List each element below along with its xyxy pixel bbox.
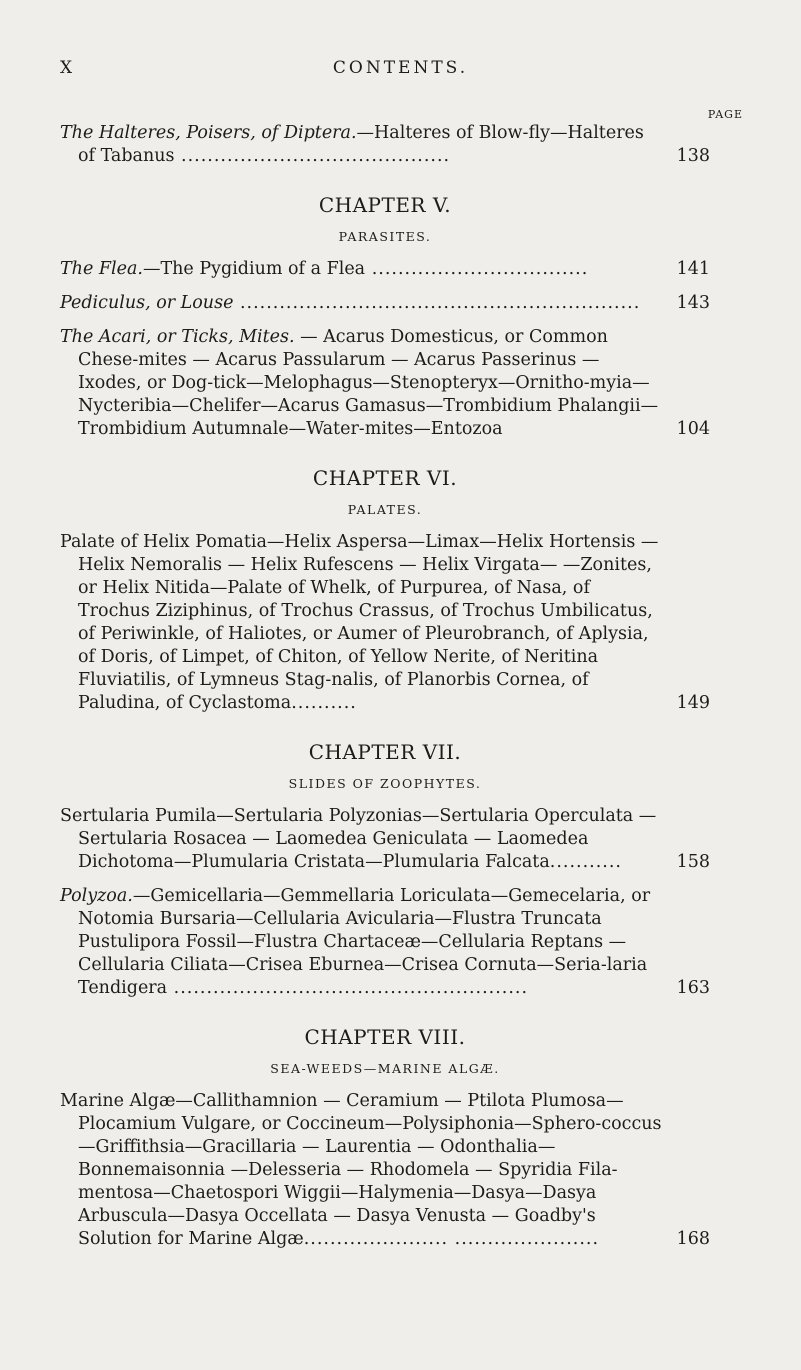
running-header — [60, 58, 741, 82]
chapter-subtitle: SLIDES OF ZOOPHYTES. — [288, 776, 482, 791]
entry-page-number: 149 — [676, 693, 710, 713]
entry-lead: Polyzoa. — [60, 886, 133, 906]
entry-page-number: 158 — [676, 852, 710, 872]
entry-text: Palate of Helix Pomatia—Helix Aspersa—Limax—Helix Hortensis —Helix Nemoralis — Helix Rufescens — Helix Virgata— —Zonites, or Helix Nitida—Palate of Whelk, of Purpurea, of Nasa, of Trochus Ziziphinus, of Trochus Crassus, of Trochus Umbilicatus, of Periwinkle, of Haliotes, or Aumer of Pleurobranch, of Aplysia, of Doris, of Limpet, of Chiton, of Yellow Nerite, of Neritina Fluviatilis, of Lymneus Stag-nalis, of Planorbis Cornea, of Paludina, of Cyclastoma — [60, 532, 659, 713]
toc-entry-louse — [60, 292, 710, 315]
leader-dots: ................................. — [365, 259, 589, 279]
toc-entry-flea — [60, 258, 710, 281]
leader-dots: ........... — [549, 852, 622, 872]
toc-entry-sertularia — [60, 805, 710, 874]
toc-entry-algae — [60, 1090, 710, 1251]
chapter-heading: CHAPTER VII. — [308, 740, 462, 764]
entry-text: —Halteres of Blow-fly—Halteres of Tabanus — [78, 123, 644, 166]
entry-lead: The Acari, or Ticks, Mites. — [60, 327, 295, 347]
toc-entry-palates — [60, 531, 710, 715]
leader-dots: ...................................................... — [167, 978, 529, 998]
entry-page-number: 143 — [676, 293, 710, 313]
leader-dots: ............................................................. — [233, 293, 641, 313]
leader-dots: ......................................... — [174, 146, 451, 166]
entry-page-number: 168 — [676, 1229, 710, 1249]
contents-body — [60, 122, 710, 1262]
entry-page-number: 104 — [676, 419, 710, 439]
entry-lead: Pediculus, or Louse — [60, 293, 234, 313]
toc-entry-halteres — [60, 122, 710, 168]
leader-dots: .......... — [291, 693, 357, 713]
entry-text: —Gemicellaria—Gemmellaria Loriculata—Gemecelaria, or Notomia Bursaria—Cellularia Avicularia—Flustra Truncata Pustulipora Fossil—Flustra Chartaceæ—Cellularia Reptans —Cellularia Ciliata—Crisea Eburnea—Crisea Cornuta—Seria-laria Tendigera — [78, 886, 651, 998]
chapter-subtitle: PARASITES. — [338, 229, 432, 244]
chapter-subtitle: SEA-WEEDS—MARINE ALGÆ. — [270, 1061, 500, 1076]
chapter-heading: CHAPTER VIII. — [304, 1025, 466, 1049]
page-column-label: PAGE — [707, 108, 743, 121]
toc-entry-polyzoa — [60, 885, 710, 1000]
entry-text: Marine Algæ—Callithamnion — Ceramium — Ptilota Plumosa— Plocamium Vulgare, or Coccineum—Polysiphonia—Sphero-coccus—Griffithsia—Gracillaria — Laurentia — Odonthalia— Bonnemaisonnia —Delesseria — Rhodomela — Spyridia Fila-mentosa—Chaetospori Wiggii—Halymenia—Dasya—Dasya Arbuscula—Dasya Occellata — Dasya Venusta — Goadby's Solution for Marine Algæ — [60, 1091, 662, 1249]
entry-page-number: 138 — [676, 146, 710, 166]
entry-lead: The Halteres, Poisers, of Diptera. — [60, 123, 357, 143]
entry-lead: The Flea. — [60, 259, 143, 279]
running-title: CONTENTS. — [332, 58, 469, 78]
toc-entry-mites — [60, 326, 710, 441]
chapter-heading: CHAPTER VI. — [312, 466, 458, 490]
page-numeral: X — [60, 58, 75, 78]
entry-text: — Acarus Domesticus, or Common Chese-mites — Acarus Passularum — Acarus Passerinus — Ixodes, or Dog-tick—Melophagus—Stenopteryx—Ornitho-myia—Nycteribia—Chelifer—Acarus Gamasus—Trombidium Phalangii—Trombidium Autumnale—Water-mites—Entozoa — [78, 327, 659, 439]
entry-text: Sertularia Pumila—Sertularia Polyzonias—Sertularia Operculata — Sertularia Rosacea — Laomedea Geniculata — Laomedea Dichotoma—Plumularia Cristata—Plumularia Falcata — [60, 806, 657, 872]
entry-page-number: 163 — [676, 978, 710, 998]
leader-dots: ...................... ...................... — [303, 1229, 600, 1249]
chapter-subtitle: PALATES. — [347, 502, 423, 517]
chapter-heading: CHAPTER V. — [318, 193, 452, 217]
entry-text: —The Pygidium of a Flea — [142, 259, 366, 279]
entry-page-number: 141 — [676, 259, 710, 279]
